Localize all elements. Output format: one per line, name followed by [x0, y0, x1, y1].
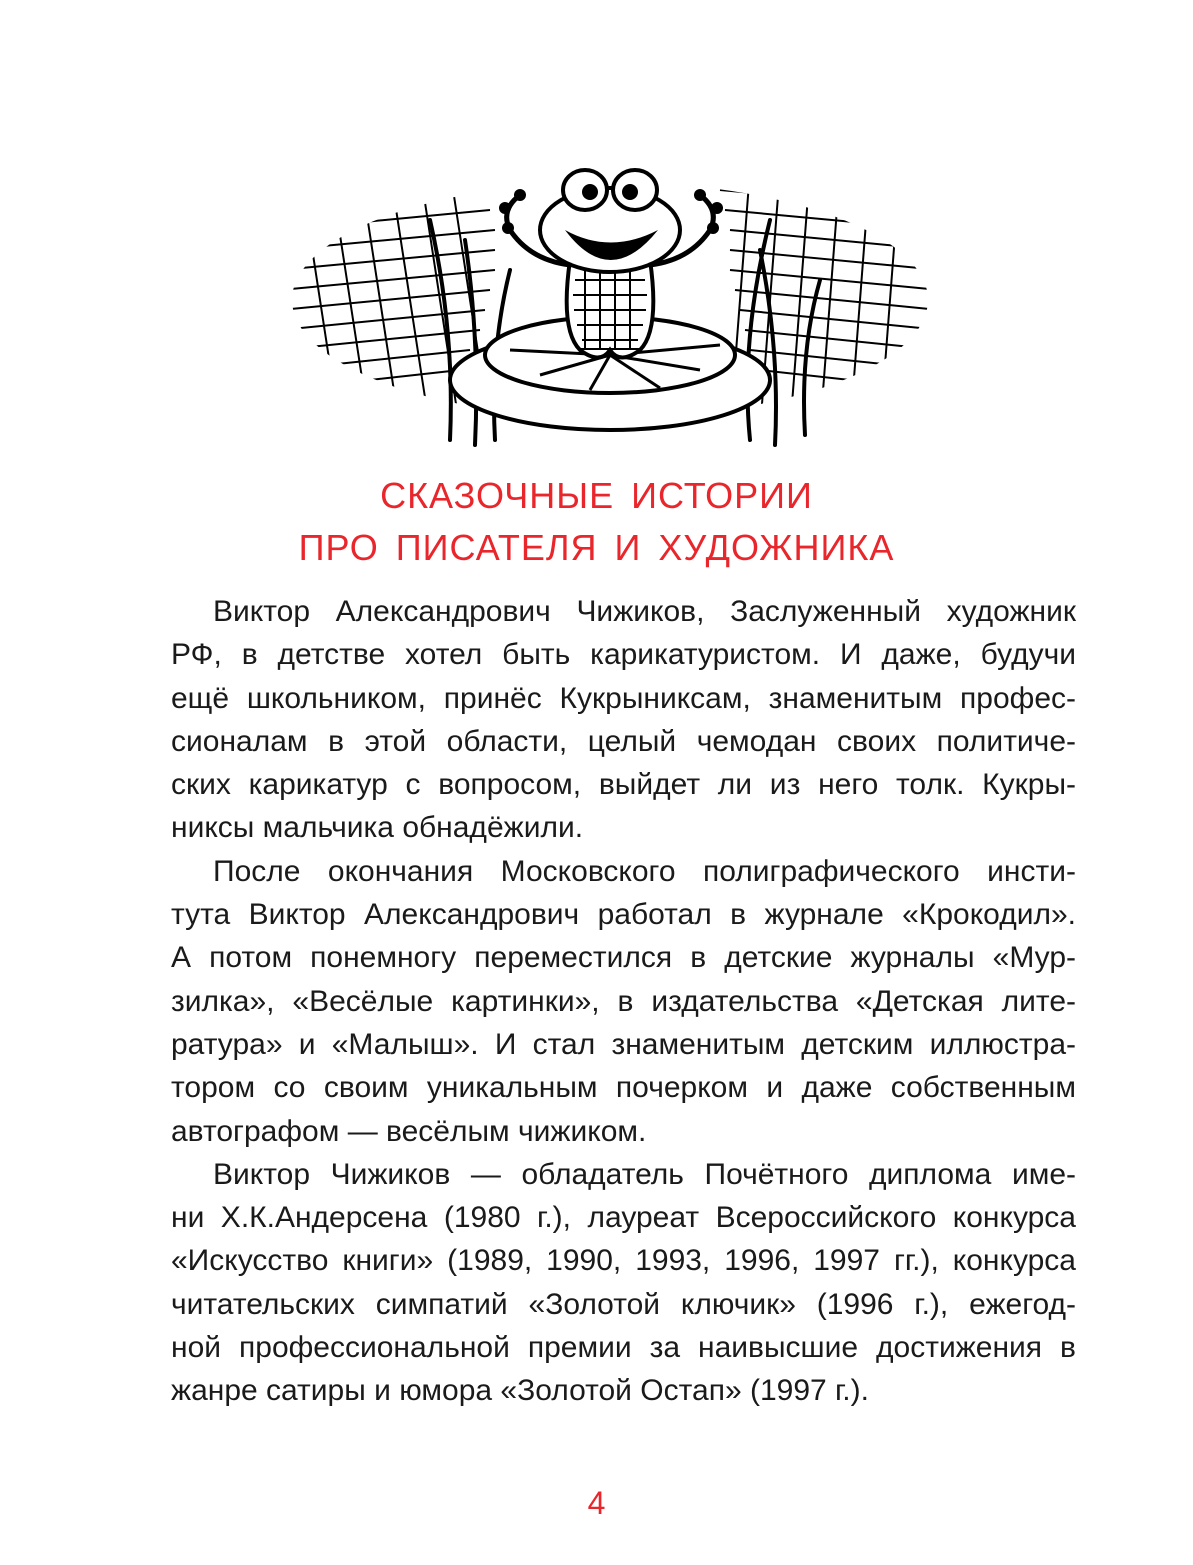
text-line: тором со своим уникальным почерком и даже собственным: [171, 1071, 1076, 1105]
text-line: жанре сатиры и юмора «Золотой Остап» (1997 г.).: [171, 1374, 869, 1408]
text-line: «Искусство книги» (1989, 1990, 1993, 1996, 1997 гг.), конкурса: [171, 1244, 1076, 1278]
text-line: РФ, в детстве хотел быть карикатуристом. И даже, будучи: [171, 638, 1076, 672]
text-line: ских карикатур с вопросом, выйдет ли из него толк. Кукры-: [171, 768, 1076, 802]
text-line: Виктор Чижиков — обладатель Почётного диплома име-: [213, 1157, 1076, 1191]
text-line: тута Виктор Александрович работал в журнале «Крокодил».: [171, 898, 1076, 932]
text-line: ной профессиональной премии за наивысшие достижения в: [171, 1331, 1076, 1365]
paragraph-2: [171, 850, 1076, 1153]
text-line: зилка», «Весёлые картинки», в издательства «Детская лите-: [171, 984, 1076, 1018]
chapter-title-line-2: ПРО ПИСАТЕЛЯ И ХУДОЖНИКА: [298, 527, 895, 568]
paragraph-1: [171, 590, 1076, 850]
chapter-title: [0, 470, 1193, 574]
paragraph-3: [171, 1153, 1076, 1413]
text-line: Виктор Александрович Чижиков, Заслуженный художник: [213, 595, 1076, 628]
text-line: А потом понемногу переместился в детские журналы «Мур-: [171, 941, 1076, 975]
page-number: 4: [587, 1485, 606, 1521]
text-line: ещё школьником, принёс Кукрыниксам, знаменитым профес-: [171, 681, 1076, 715]
text-line: ни Х.К.Андерсена (1980 г.), лауреат Всероссийского конкурса: [171, 1201, 1076, 1235]
text-line: После окончания Московского полиграфического инсти-: [213, 854, 1076, 888]
text-line: сионалам в этой области, целый чемодан своих политиче-: [171, 724, 1076, 758]
text-line: никсы мальчика обнадёжили.: [171, 811, 584, 845]
text-line: ратура» и «Малыш». И стал знаменитым детским иллюстра-: [171, 1027, 1076, 1061]
frog-illustration: [280, 150, 940, 460]
text-line: читательских симпатий «Золотой ключик» (1996 г.), ежегод-: [171, 1287, 1076, 1321]
body-text: [171, 590, 1076, 1413]
chapter-title-line-1: СКАЗОЧНЫЕ ИСТОРИИ: [380, 475, 813, 516]
text-line: автографом — весёлым чижиком.: [171, 1114, 647, 1148]
